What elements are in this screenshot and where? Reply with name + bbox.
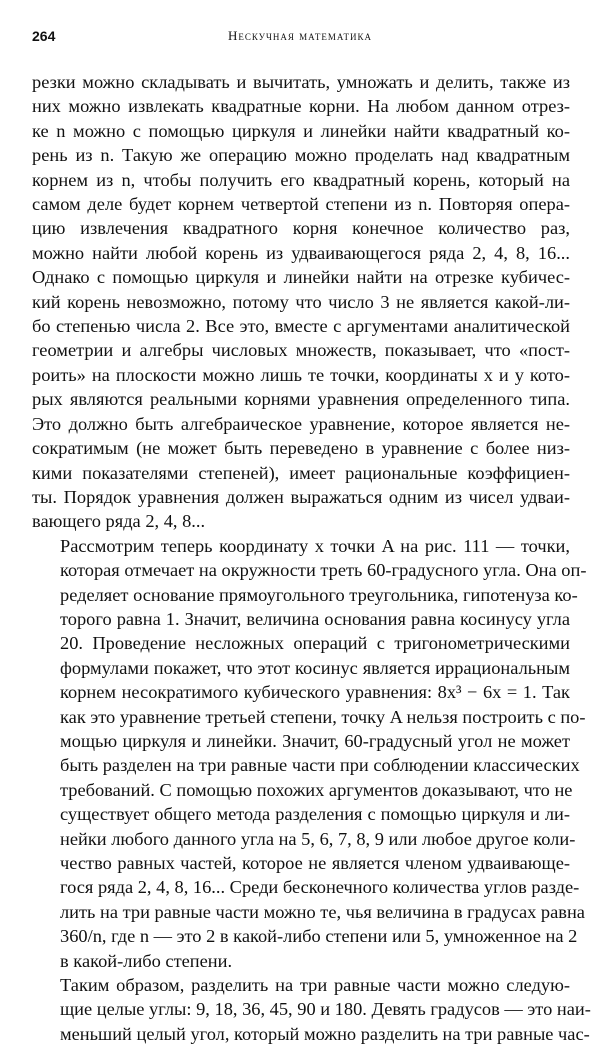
text-line: быть разделен на три равные части при соблюдении классических	[60, 755, 580, 776]
text-line: Таким образом, разделить на три равные части можно следую-	[60, 975, 570, 996]
paragraph	[32, 70, 570, 534]
text-line: Однако с помощью циркуля и линейки найти на отрезке кубичес-	[32, 267, 570, 288]
text-line: корнем из n, чтобы получить его квадратный корень, который на	[32, 169, 570, 190]
text-line: лить на три равные части можно те, чья величина в градусах равна	[60, 901, 585, 922]
text-line: существует общего метода разделения с помощью циркуля и ли-	[60, 804, 570, 825]
text-line: можно найти любой корень из удваивающегося ряда 2, 4, 8, 16...	[32, 242, 570, 263]
page-number: 264	[32, 28, 56, 44]
text-line: в какой-либо степени.	[60, 950, 233, 971]
text-line: ке n можно с помощью циркуля и линейки найти квадратный ко-	[32, 120, 570, 141]
text-line: ределяет основание прямоугольного треугольника, гипотенуза ко-	[60, 584, 578, 605]
text-line: ты. Порядок уравнения должен выражаться одним из чисел удваи-	[32, 486, 570, 507]
text-line: геометрии и алгебры числовых множеств, показывает, что «пост-	[32, 340, 570, 361]
text-line: чество равных частей, которое не является членом удваивающе-	[60, 853, 570, 873]
text-line: торого равна 1. Значит, величина основания равна косинусу угла	[60, 608, 570, 629]
text-line: них можно извлекать квадратные корни. На любом данном отрез-	[32, 96, 570, 117]
text-line: 360/n, где n — это 2 в какой-либо степени или 5, умноженное на 2	[60, 926, 578, 947]
text-line: щие целые углы: 9, 18, 36, 45, 90 и 180. Девять градусов — это наи-	[60, 999, 591, 1020]
text-line: Рассмотрим теперь координату x точки A на рис. 111 — точки,	[60, 535, 570, 556]
text-line: нейки любого данного угла на 5, 6, 7, 8, 9 или любое другое коли-	[60, 828, 576, 849]
text-line: вающего ряда 2, 4, 8...	[32, 511, 206, 532]
running-title: Нескучная математика	[227, 28, 373, 43]
text-line: требований. С помощью похожих аргументов доказывают, что не	[60, 779, 573, 800]
text-line: мощью циркуля и линейки. Значит, 60-градусный угол не может	[60, 730, 570, 751]
text-line: меньший целый угол, который можно разделить на три равные час-	[60, 1023, 590, 1044]
text-line: сократимым (не может быть переведено в уравнение с более низ-	[32, 438, 570, 459]
text-line: самом деле будет корнем четвертой степени из n. Повторяя опера-	[32, 194, 570, 215]
paragraph	[32, 973, 591, 1046]
text-line: как это уравнение третьей степени, точку A нельзя построить с по-	[60, 706, 586, 727]
paragraph	[32, 534, 587, 973]
text-line: рень из n. Такую же операцию можно проделать над квадратным	[32, 145, 570, 166]
text-line: резки можно складывать и вычитать, умножать и делить, также из	[32, 72, 570, 92]
text-line: кими показателями степеней), имеет рациональные коэффициен-	[32, 462, 570, 483]
text-line: гося ряда 2, 4, 8, 16... Среди бесконечного количества углов разде-	[60, 877, 580, 898]
text-line: цию извлечения квадратного корня конечное количество раз,	[32, 218, 570, 239]
text-line: корнем несократимого кубического уравнения: 8x³ − 6x = 1. Так	[60, 682, 570, 703]
body-text	[32, 70, 591, 1046]
page-header	[32, 26, 568, 50]
text-line: формулами покажет, что этот косинус является иррациональным	[60, 657, 570, 678]
text-line: которая отмечает на окружности треть 60-градусного угла. Она оп-	[60, 560, 587, 581]
text-line: рых являются реальными корнями уравнения определенного типа.	[32, 389, 570, 410]
text-line: роить» на плоскости можно лишь те точки, координаты x и y кото-	[32, 364, 570, 385]
text-line: кий корень невозможно, потому что число 3 не является какой-ли-	[32, 291, 570, 312]
text-line: Это должно быть алгебраическое уравнение, которое является не-	[32, 413, 570, 434]
text-line: 20. Проведение несложных операций с тригонометрическими	[60, 633, 570, 654]
text-line: бо степенью числа 2. Все это, вместе с аргументами аналитической	[32, 316, 570, 337]
